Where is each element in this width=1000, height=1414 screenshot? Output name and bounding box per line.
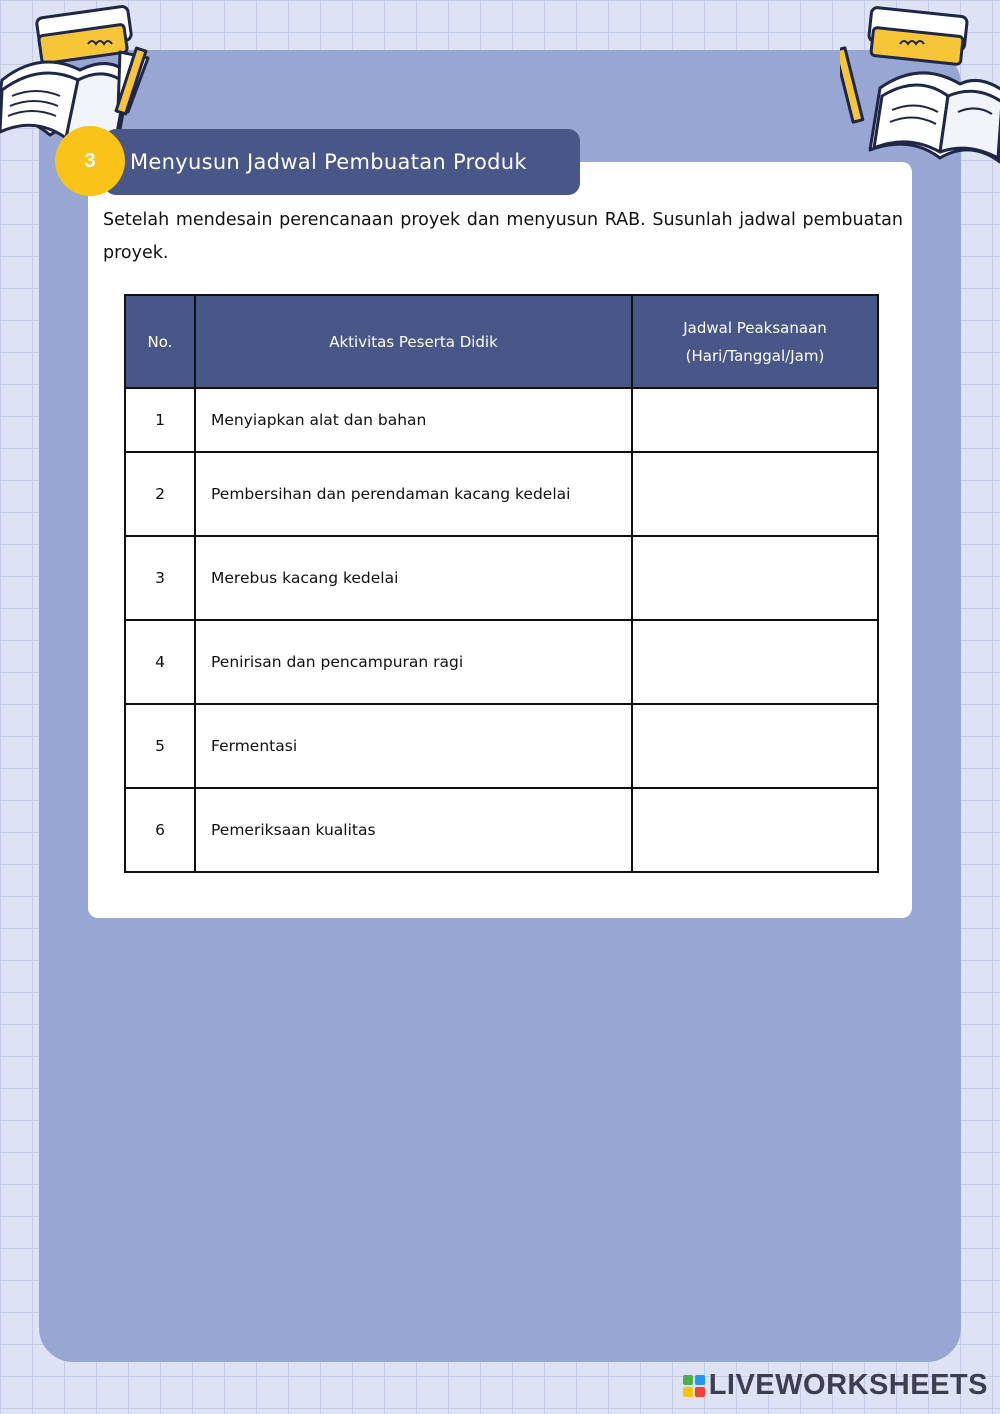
schedule-input-cell[interactable] [632, 788, 878, 872]
table-row [125, 704, 878, 788]
row-number: 2 [125, 452, 195, 536]
table-row [125, 536, 878, 620]
header-no: No. [125, 295, 195, 388]
watermark-text: LIVEWORKSHEETS [708, 1369, 988, 1401]
liveworksheets-watermark [683, 1369, 988, 1402]
row-activity: Fermentasi [195, 704, 632, 788]
row-activity: Pemeriksaan kualitas [195, 788, 632, 872]
section-title: Menyusun Jadwal Pembuatan Produk [130, 150, 527, 174]
row-number: 3 [125, 536, 195, 620]
step-number-badge: 3 [55, 126, 125, 196]
header-schedule [632, 295, 878, 388]
row-activity: Pembersihan dan perendaman kacang kedelai [195, 452, 632, 536]
table-row [125, 452, 878, 536]
row-number: 4 [125, 620, 195, 704]
row-number: 5 [125, 704, 195, 788]
schedule-input-cell[interactable] [632, 452, 878, 536]
table-header-row [125, 295, 878, 388]
section-title-bar [104, 129, 580, 195]
table-row [125, 788, 878, 872]
row-number: 1 [125, 388, 195, 452]
table-row [125, 620, 878, 704]
header-schedule-line2: (Hari/Tanggal/Jam) [685, 346, 825, 365]
liveworksheets-logo-icon [683, 1375, 705, 1397]
instruction-text: Setelah mendesain perencanaan proyek dan menyusun RAB. Susunlah jadwal pembuatan proyek. [103, 210, 903, 263]
header-schedule-line1: Jadwal Peaksanaan [683, 318, 827, 337]
schedule-table [124, 294, 879, 873]
schedule-input-cell[interactable] [632, 388, 878, 452]
row-activity: Merebus kacang kedelai [195, 536, 632, 620]
row-activity: Penirisan dan pencampuran ragi [195, 620, 632, 704]
row-number: 6 [125, 788, 195, 872]
books-sticker-icon [840, 0, 1000, 170]
schedule-input-cell[interactable] [632, 536, 878, 620]
schedule-input-cell[interactable] [632, 620, 878, 704]
schedule-input-cell[interactable] [632, 704, 878, 788]
header-activity: Aktivitas Peserta Didik [195, 295, 632, 388]
table-row [125, 388, 878, 452]
row-activity: Menyiapkan alat dan bahan [195, 388, 632, 452]
